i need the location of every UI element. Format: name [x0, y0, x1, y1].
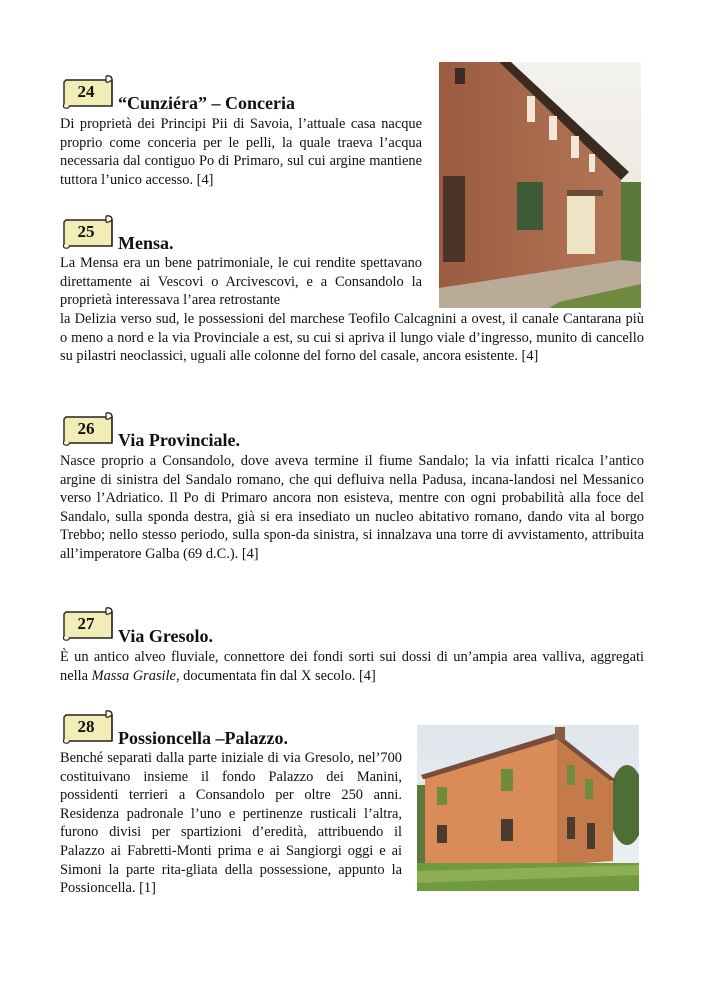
entry-26-badge	[60, 411, 114, 445]
entry-25-title: Mensa.	[118, 233, 174, 253]
entry-number: 27	[77, 614, 95, 633]
entry-24-badge	[60, 74, 114, 108]
entry-24-text: Di proprietà dei Principi Pii di Savoia, l’attuale casa nacque proprio come conceria per le pelli, la quale traeva l’acqua necessaria dal contiguo Po di Primaro, sul cui argine mantiene tuttora l’unico accesso. [4]	[60, 116, 422, 188]
entry-25-text-narrow: La Mensa era un bene patrimoniale, le cui rendite spettavano direttamente ai Vescovi o Arcivescovi, e a Consandolo la proprietà interessava l’area retrostante	[60, 255, 422, 309]
entry-28-title: Possioncella –Palazzo.	[118, 728, 288, 748]
entry-number: 24	[77, 82, 95, 101]
entry-27-title: Via Gresolo.	[118, 626, 213, 646]
entry-27-text-italic: Massa Grasile	[91, 667, 176, 684]
palazzo-photo	[417, 725, 639, 891]
entry-25-badge	[60, 214, 114, 248]
entry-27-text	[60, 648, 644, 685]
entry-number: 26	[77, 419, 95, 438]
entry-27-text-part: , documentata fin dal X secolo. [4]	[175, 667, 376, 684]
entry-number: 25	[77, 222, 95, 241]
entry-24-title: “Cunziéra” – Conceria	[118, 93, 295, 113]
entry-27-badge	[60, 606, 114, 640]
entry-number: 28	[77, 717, 95, 736]
conceria-photo	[439, 62, 641, 308]
entry-28-badge	[60, 709, 114, 743]
entry-28-text: Benché separati dalla parte iniziale di via Gresolo, nel’700 costituivano insieme il fondo Palazzo dei Manini, possidenti terrieri a Consandolo per oltre 250 anni. Residenza padronale l’uno e pertinenze rusticali l’altra, furono divisi per spartizioni d’eredità, attribuendo il Palazzo ai Fabretti-Monti prima e ai Sangiorgi oggi e ai Simoni la parte rita-gliata della possessione, appunto la Possioncella. [1]	[60, 750, 402, 897]
entry-26-text: Nasce proprio a Consandolo, dove aveva termine il fiume Sandalo; la via infatti ricalca l’antico argine di sinistra del Sandalo romano, che qui defluiva nella Padusa, incana-landosi nel Messanico verso l’Adriatico. Il Po di Primaro ancora non esisteva, mentre con ogni probabilità alla foce del Sandalo, sulla sponda destra, già si era insediato un nucleo abitativo romano, dando vita al borgo Trebbo; nello stesso periodo, sulla spon-da sinistra, si innalzava una torre di avvistamento, attribuita all’imperatore Galba (69 d.C.). [4]	[60, 453, 644, 562]
entry-27-text-part: È un antico alveo fluviale, connettore dei fondi sorti sui dossi di un’ampia area valliva, aggregati nella	[60, 649, 644, 684]
entry-25-text-wide: la Delizia verso sud, le possessioni del marchese Teofilo Calcagnini a ovest, il canale Cantarana più o meno a nord e la via Provinciale a est, su cui si apriva il lungo viale d’ingresso, munito di cancello su pilastri neoclassici, uguali alle colonne del forno del casale, ancora esistente. [4]	[60, 311, 644, 365]
entry-26-title: Via Provinciale.	[118, 430, 240, 450]
